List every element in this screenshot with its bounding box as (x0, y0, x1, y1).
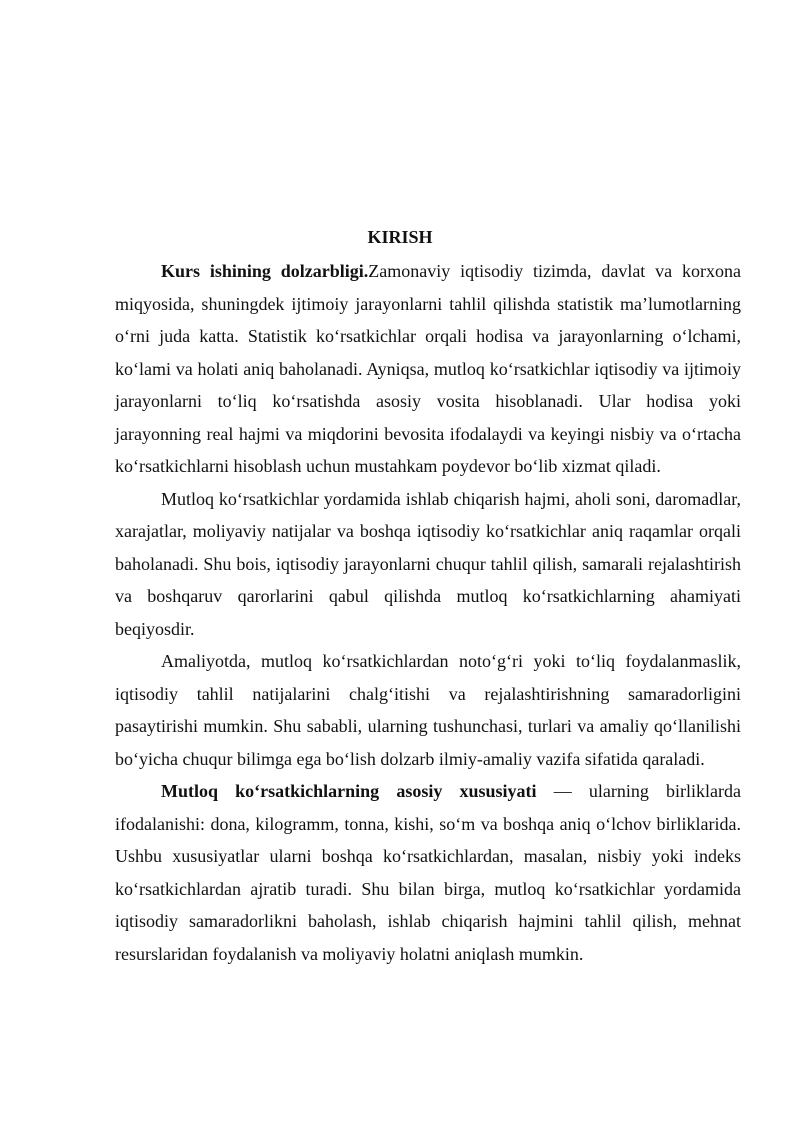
paragraph-practice (115, 645, 741, 775)
paragraph-relevance (115, 255, 741, 483)
paragraph-text: Amaliyotda, mutloq ko‘rsatkichlardan noto‘g‘ri yoki to‘liq foydalanmaslik, iqtisodiy tahlil natijalarini chalg‘itishi va rejalashtirishning samaradorligini pasaytirishi mumkin. Shu sababli, ularning tushunchasi, turlari va amaliy qo‘llanilishi bo‘yicha chuqur bilimga ega bo‘lish dolzarb ilmiy-amaliy vazifa sifatida qaraladi. (115, 651, 741, 769)
paragraph-text: — ularning birliklarda ifodalanishi: dona, kilogramm, tonna, kishi, so‘m va boshqa aniq o‘lchov birliklarida. Ushbu xususiyatlar ularni boshqa ko‘rsatkichlardan, masalan, nisbiy yoki indeks ko‘rsatkichlardan ajratib turadi. Shu bilan birga, mutloq ko‘rsatkichlar yordamida iqtisodiy samaradorlikni baholash, ishlab chiqarish hajmini tahlil qilish, mehnat resurslaridan foydalanish va moliyaviy holatni aniqlash mumkin. (115, 781, 741, 964)
paragraph-indicators (115, 483, 741, 646)
paragraph-text: Zamonaviy iqtisodiy tizimda, davlat va korxona miqyosida, shuningdek ijtimoiy jarayonlarni tahlil qilishda statistik ma’lumotlarning o‘rni juda katta. Statistik ko‘rsatkichlar orqali hodisa va jarayonlarning o‘lchami, ko‘lami va holati aniq baholanadi. Ayniqsa, mutloq ko‘rsatkichlar iqtisodiy va ijtimoiy jarayonlarni to‘liq ko‘rsatishda asosiy vosita hisoblanadi. Ular hodisa yoki jarayonning real hajmi va miqdorini bevosita ifodalaydi va keyingi nisbiy va o‘rtacha ko‘rsatkichlarni hisoblash uchun mustahkam poydevor bo‘lib xizmat qiladi. (115, 261, 741, 476)
page-title: KIRISH (367, 227, 433, 247)
paragraph-lead: Kurs ishining dolzarbligi. (161, 261, 369, 281)
paragraph-key-feature (115, 775, 741, 970)
paragraph-lead: Mutloq ko‘rsatkichlarning asosiy xususiyati (161, 781, 537, 801)
paragraph-text: Mutloq ko‘rsatkichlar yordamida ishlab chiqarish hajmi, aholi soni, daromadlar, xarajatlar, moliyaviy natijalar va boshqa iqtisodiy ko‘rsatkichlar aniq raqamlar orqali baholanadi. Shu bois, iqtisodiy jarayonlarni chuqur tahlil qilish, samarali rejalashtirish va boshqaruv qarorlarini qabul qilishda mutloq ko‘rsatkichlarning ahamiyati beqiyosdir. (115, 488, 741, 639)
document-body (115, 255, 741, 970)
